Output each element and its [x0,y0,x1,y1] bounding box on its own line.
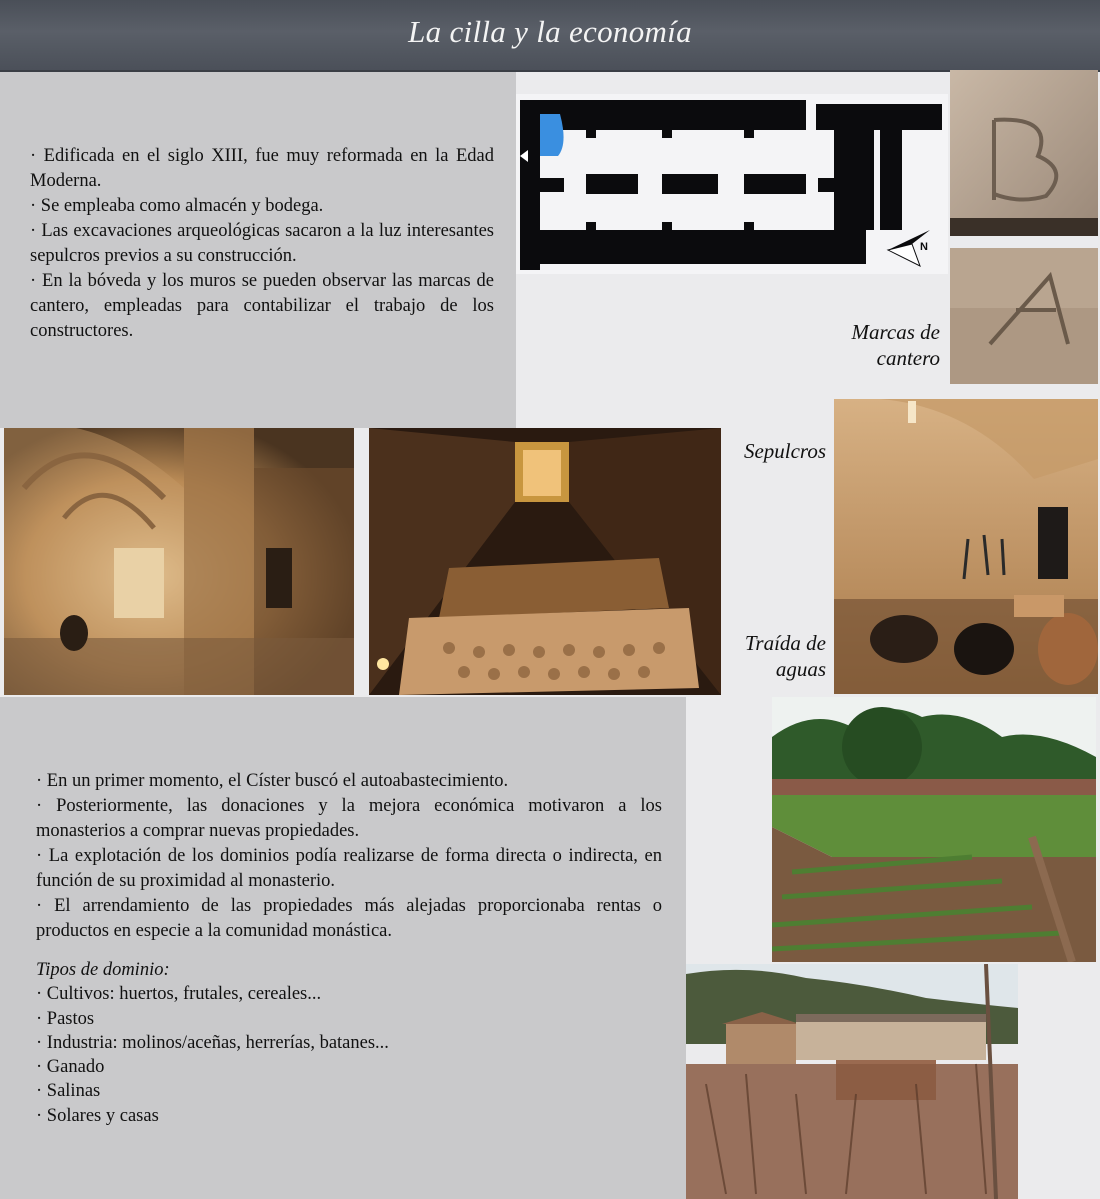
cilla-interior-photo [4,428,354,695]
domain-item: · Cultivos: huertos, frutales, cereales... [36,984,322,1005]
intro-line: · Las excavaciones arqueológicas sacaron a la luz interesantes sepulcros previos a su construcción. [30,221,494,266]
mason-mark-photo-2 [950,248,1098,384]
domain-item: · Industria: molinos/aceñas, herrerías, batanes... [36,1032,389,1053]
mason-mark-photo-1 [950,70,1098,236]
intro-line: · Se empleaba como almacén y bodega. [30,196,324,216]
floor-plan [516,94,948,274]
caption-marcas-line1: Marcas de [851,320,940,344]
caption-marcas-line2: cantero [876,346,940,370]
intro-line: · Edificada en el siglo XIII, fue muy reformada en la Edad Moderna. [30,146,494,191]
domain-item: · Salinas [36,1081,101,1102]
caption-sepulcros: Sepulcros [743,439,826,463]
economy-line: · El arrendamiento de las propiedades más alejadas proporcionaba rentas o productos en especie a la comunidad monástica. [36,896,662,941]
north-label: N [920,241,928,253]
floor-plan-drawing [516,94,948,274]
monastery-landscape-photo [686,964,1018,1199]
caption-traida-line2: aguas [775,657,826,681]
caption-marcas [800,319,940,371]
water-supply-photo [834,399,1098,694]
caption-traida-line1: Traída de [744,631,826,655]
domain-types-list [36,958,536,1128]
domain-item: · Pastos [36,1008,95,1029]
economy-line: · Posteriormente, las donaciones y la mejora económica motivaron a los monasterios a comprar nuevas propiedades. [36,796,662,841]
intro-text [30,144,494,344]
page-title: La cilla y la economía [408,14,692,49]
domain-item: · Solares y casas [36,1105,159,1126]
vegetable-garden-photo [772,697,1096,962]
sepulchres-photo [369,428,721,695]
economy-line: · En un primer momento, el Císter buscó el autoabastecimiento. [36,771,509,791]
domain-types-heading: Tipos de dominio: [36,960,170,980]
economy-text [36,769,662,944]
domain-item: · Ganado [36,1057,105,1078]
economy-line: · La explotación de los dominios podía realizarse de forma directa o indirecta, en función de su proximidad al monasterio. [36,846,662,891]
intro-line: · En la bóveda y los muros se pueden observar las marcas de cantero, empleadas para contabilizar el trabajo de los constructores. [30,271,494,341]
